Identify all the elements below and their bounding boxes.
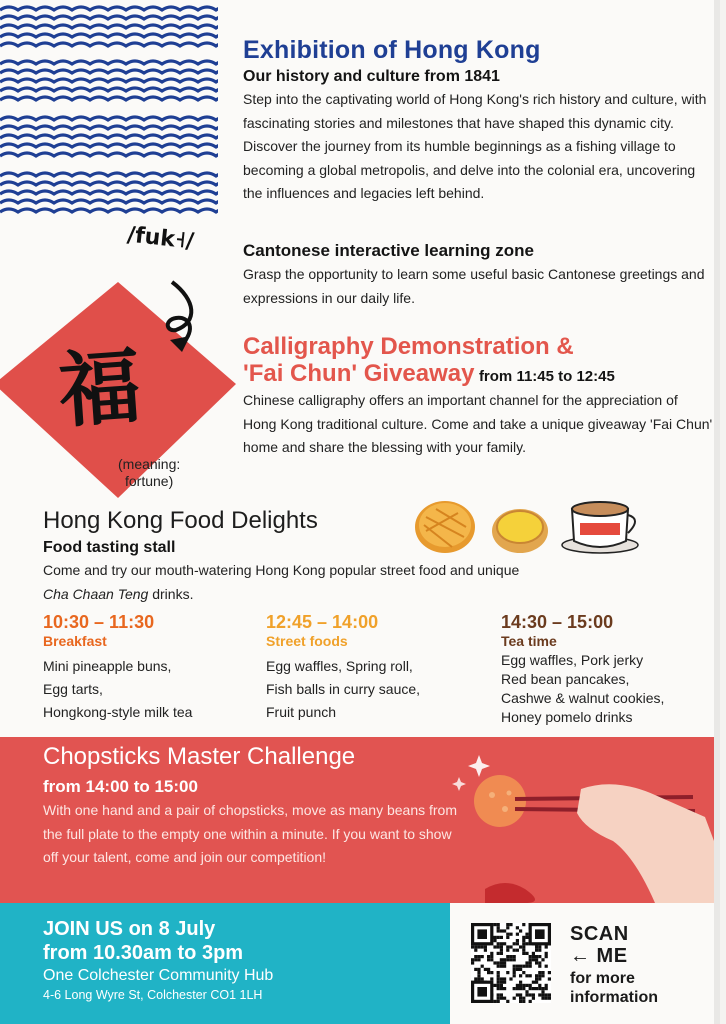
wave-line [0,25,218,28]
page-edge [714,0,720,1024]
session-item: Cashwe & walnut cookies, [501,690,665,706]
hand-icon [577,784,720,903]
wave-line [0,79,218,82]
fuk-pronunciation: /fuk˧/ [125,222,196,255]
chopsticks-body: With one hand and a pair of chopsticks, move as many beans from the full plate to the empty one within a minute. If you want to show off your talent, come and join our competition! [43,802,457,865]
session-item: Fruit punch [266,704,337,720]
wave-line [0,144,218,147]
cantonese-section [243,238,713,310]
qr-code-icon[interactable] [471,923,551,1003]
fuk-character: 福 [55,338,145,440]
exhibition-title: Exhibition of Hong Kong [243,36,541,64]
session-time: 14:30 – 15:00 [501,612,614,632]
wave-line [0,153,218,156]
calligraphy-body: Chinese calligraphy offers an important channel for the appreciation of Hong Kong traditional culture. Come and take a unique giveaway 'Fai Chun' home and share the blessing with your family. [243,392,713,455]
wave-line [0,200,218,203]
scan-more-label: for more [570,970,635,987]
session-item: Egg tarts, [43,681,103,697]
join-address: 4-6 Long Wyre St, Colchester CO1 1LH [43,988,263,1002]
wave-line [0,135,218,138]
session-item: Red bean pancakes, [501,671,630,687]
chopsticks-section [0,737,720,903]
session-item: Mini pineapple buns, [43,658,172,674]
session-item: Egg waffles, Spring roll, [266,658,413,674]
calligraphy-time: from 11:45 to 12:45 [478,368,615,385]
wave-line [0,209,218,212]
session-breakfast [43,612,192,724]
sparkle-icon [468,755,490,777]
egg-tart-icon [492,509,548,553]
session-time: 12:45 – 14:00 [266,612,379,632]
calligraphy-title-line2: 'Fai Chun' Giveaway [243,360,475,387]
session-label: Tea time [501,633,557,649]
session-item: Fish balls in curry sauce, [266,681,421,697]
wave-line [0,117,218,120]
wave-decoration [0,0,218,232]
wave-line [0,43,218,46]
wave-line [0,70,218,73]
session-item: Egg waffles, Pork jerky [501,652,644,668]
join-venue: One Colchester Community Hub [43,967,274,984]
bean-icon [474,775,526,827]
wave-line [0,34,218,37]
wave-line [0,16,218,19]
session-label: Breakfast [43,633,107,649]
wave-line [0,61,218,64]
session-time: 10:30 – 11:30 [43,612,155,632]
food-subtitle: Food tasting stall [43,539,176,556]
scan-box [450,903,720,1024]
join-time: from 10.30am to 3pm [43,942,244,964]
sparkle-icon [452,777,466,791]
fuk-meaning: (meaning: fortune) [118,456,181,489]
scan-label: SCAN [570,923,629,945]
wave-line [0,97,218,100]
exhibition-subtitle: Our history and culture from 1841 [243,68,500,85]
wave-line [0,173,218,176]
session-item: Hongkong-style milk tea [43,704,193,720]
food-body: Come and try our mouth-watering Hong Kong popular street food and unique Cha Chaan Teng drinks. [43,562,520,602]
chopsticks-time: from 14:00 to 15:00 [43,777,198,796]
wave-line [0,126,218,129]
exhibition-body: Step into the captivating world of Hong Kong's rich history and culture, with fascinating stories and milestones that have shaped this dynamic city. Discover the journey from its humble beginnings as a fishing village to becoming a global metropolis, and delve into the colonial era, uncovering the influences and legacies left behind. [243,91,707,201]
wave-line [0,88,218,91]
food-icons [414,497,646,557]
exhibition-section [243,36,713,206]
milk-tea-icon [562,502,638,553]
session-label: Street foods [266,633,348,649]
food-sessions [43,612,720,732]
food-title: Hong Kong Food Delights [43,507,318,534]
cantonese-title: Cantonese interactive learning zone [243,241,534,260]
session-street-foods [266,612,420,724]
scan-info-label: information [570,989,658,1006]
calligraphy-title-line1: Calligraphy Demonstration & [243,333,574,360]
wave-line [0,182,218,185]
calligraphy-section [243,333,713,460]
cantonese-body: Grasp the opportunity to learn some useful basic Cantonese greetings and expressions in our daily life. [243,266,705,306]
scan-arrow-label: ← ME [570,945,628,967]
chopsticks-title: Chopsticks Master Challenge [43,743,356,770]
wave-line [0,191,218,194]
join-us-banner [0,903,450,1024]
session-tea-time [501,612,664,727]
wave-line [0,7,218,10]
pineapple-bun-icon [415,501,475,553]
chopsticks-illustration [445,737,720,903]
join-date: JOIN US on 8 July [43,918,216,940]
session-item: Honey pomelo drinks [501,709,633,725]
